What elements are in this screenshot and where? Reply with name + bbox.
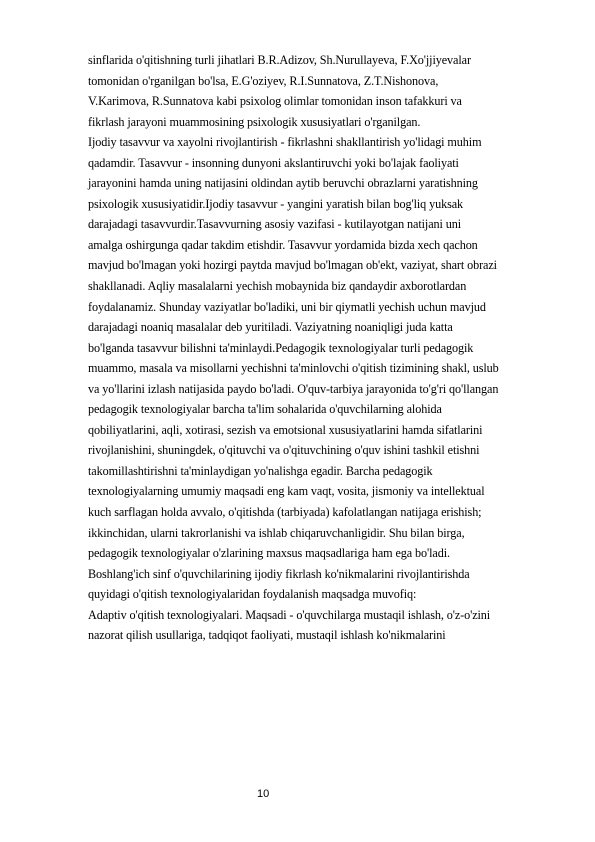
text-line: ikkinchidan, ularni takrorlanishi va ishlab chiqaruvchanligidir. Shu bilan birga, [88, 525, 465, 540]
text-line: Boshlang'ich sinf o'quvchilarining ijodiy fikrlash ko'nikmalarini rivojlantirishda [88, 566, 470, 581]
text-line: muammo, masala va misollarni yechishni ta'minlovchi o'qitish tizimining shakl, uslub [88, 361, 499, 376]
text-line: psixologik xususiyatidir.Ijodiy tasavvur - yangini yaratish bilan bog'liq yuksak [88, 196, 464, 211]
text-line: V.Karimova, R.Sunnatova kabi psixolog olimlar tomonidan inson tafakkuri va [88, 94, 462, 109]
text-line: pedagogik texnologiyalar o'zlarining maxsus maqsadlariga ham ega bo'ladi. [88, 546, 450, 561]
text-line: va yo'llarini izlash natijasida paydo bo'ladi. O'quv-tarbiya jarayonida to'g'ri qo'llangan [88, 381, 499, 396]
text-line: kuch sarflagan holda avvalo, o'qitishda (tarbiyada) kafolatlangan natijaga erishish; [88, 505, 482, 520]
text-line: darajadagi noaniq masalalar deb yuritiladi. Vaziyatning noaniqligi juda katta [88, 320, 453, 335]
text-line: foydalanamiz. Shunday vaziyatlar bo'ladiki, uni bir qiymatli yechish uchun mavjud [88, 299, 486, 314]
text-line: sinflarida o'qitishning turli jihatlari B.R.Adizov, Sh.Nurullayeva, F.Xo'jjiyevalar [88, 53, 471, 67]
body-text [88, 50, 578, 646]
text-line: Adaptiv o'qitish texnologiyalari. Maqsadi - o'quvchilarga mustaqil ishlash, o'z-o'zini [88, 607, 491, 622]
text-line: qadamdir. Tasavvur - insonning dunyoni akslantiruvchi yoki bo'lajak faoliyati [88, 155, 459, 170]
text-line: bo'lganda tasavvur bilishni ta'minlaydi.Pedagogik texnologiyalar turli pedagogik [88, 340, 474, 355]
text-line: pedagogik texnologiyalar barcha ta'lim sohalarida o'quvchilarning alohida [88, 402, 442, 417]
text-line: mavjud bo'lmagan yoki hozirgi paytda mavjud bo'lmagan ob'ekt, vaziyat, shart obrazi [88, 258, 497, 273]
text-line: shakllanadi. Aqliy masalalarni yechish mobaynida biz qandaydir axborotlardan [88, 279, 467, 294]
text-line: amalga oshirgunga qadar takdim etishdir. Tasavvur yordamida bizda xech qachon [88, 237, 478, 252]
text-line: nazorat qilish usullariga, tadqiqot faoliyati, mustaqil ishlash ko'nikmalarini [88, 628, 446, 643]
text-line: fikrlash jarayoni muammosining psixologik xususiyatlari o'rganilgan. [88, 114, 421, 129]
page-number: 10 [257, 788, 270, 800]
text-line: qobiliyatlarini, aqli, xotirasi, sezish va emotsional xususiyatlarini hamda sifatlarini [88, 422, 483, 437]
text-line: tomonidan o'rganilgan bo'lsa, E.G'oziyev, R.I.Sunnatova, Z.T.Nishonova, [88, 73, 439, 88]
text-line: rivojlanishini, shuningdek, o'qituvchi va o'qituvchining o'quv ishini tashkil etishni [88, 443, 480, 458]
text-line: quyidagi o'qitish texnologiyalaridan foydalanish maqsadga muvofiq: [88, 587, 417, 602]
text-line: darajadagi tasavvurdir.Tasavvurning asosiy vazifasi - kutilayotgan natijani uni [88, 217, 462, 232]
text-line: jarayonini hamda uning natijasini oldindan aytib beruvchi obrazlarni yaratishning [88, 176, 478, 191]
text-line: Ijodiy tasavvur va xayolni rivojlantirish - fikrlashni shakllantirish yo'lidagi muhim [88, 135, 482, 150]
text-line: takomillashtirishni ta'minlaydigan yo'nalishga egadir. Barcha pedagogik [88, 463, 433, 478]
text-line: texnologiyalarning umumiy maqsadi eng kam vaqt, vosita, jismoniy va intellektual [88, 484, 485, 499]
